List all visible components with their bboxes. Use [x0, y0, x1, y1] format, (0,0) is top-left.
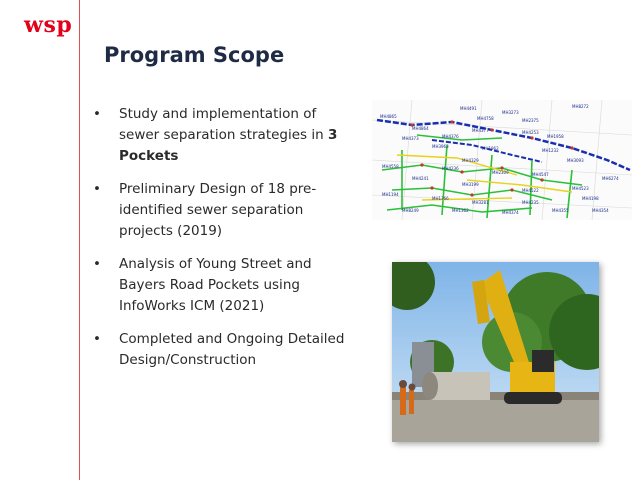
- bullet-list: [93, 104, 358, 383]
- map-label: MH3963: [432, 144, 449, 149]
- map-label: MH4864: [412, 126, 429, 131]
- map-label: MH4547: [532, 172, 549, 177]
- map-label: MH4758: [477, 116, 494, 121]
- map-label: MH4491: [460, 106, 477, 111]
- bullet-dot: •: [93, 331, 101, 347]
- map-label: MH3199: [462, 182, 479, 187]
- map-label: MH4329: [462, 158, 479, 163]
- map-label: MH4354: [592, 208, 609, 213]
- map-label: MH4236: [442, 166, 459, 171]
- map-label: MH8272: [572, 104, 589, 109]
- map-label: MH2309: [492, 170, 509, 175]
- map-label: MH4355: [552, 208, 569, 213]
- construction-photo: [392, 262, 599, 442]
- map-label: MH1362: [452, 208, 469, 213]
- map-label: MH4376: [442, 134, 459, 139]
- bullet-item: [93, 104, 358, 167]
- map-label: MH4253: [522, 130, 539, 135]
- map-label: MH6274: [602, 176, 619, 181]
- photo-graphic: [392, 262, 599, 442]
- bullet-dot: •: [93, 256, 101, 272]
- map-label: MH1962: [482, 146, 499, 151]
- map-label: MH8249: [402, 208, 419, 213]
- map-label: MH4373: [402, 136, 419, 141]
- map-label: MH4235: [522, 200, 539, 205]
- map-label: MH4377: [472, 128, 489, 133]
- map-label: MH4241: [412, 176, 429, 181]
- map-label: MH4523: [572, 186, 589, 191]
- bullet-item: [93, 329, 358, 371]
- bullet-text: Preliminary Design of 18 pre-identified sewer separation projects (2019): [119, 181, 317, 239]
- divider-line: [79, 0, 80, 480]
- map-label: MH1958: [547, 134, 564, 139]
- bullet-item: [93, 254, 358, 317]
- map-label: MH2375: [522, 118, 539, 123]
- map-label: MH3093: [567, 158, 584, 163]
- map-label: MH4198: [582, 196, 599, 201]
- bullet-text: Study and implementation of sewer separation strategies in: [119, 106, 328, 143]
- sewer-network-map: [372, 100, 632, 220]
- bullet-text: Completed and Ongoing Detailed Design/Construction: [119, 331, 345, 368]
- bullet-dot: •: [93, 181, 101, 197]
- page-title: Program Scope: [104, 43, 285, 67]
- bullet-dot: •: [93, 106, 101, 122]
- map-label: MH4558: [382, 164, 399, 169]
- wsp-logo: wsp: [24, 12, 73, 38]
- map-graphic: [372, 100, 632, 220]
- map-label: MH1366: [432, 196, 449, 201]
- map-label: MH4522: [522, 188, 539, 193]
- map-label: MH4374: [502, 210, 519, 215]
- map-label: MH4865: [380, 114, 397, 119]
- map-label: MH1232: [542, 148, 559, 153]
- map-label: MH3281: [472, 200, 489, 205]
- bullet-item: [93, 179, 358, 242]
- bullet-bold-text: 3 Pockets: [119, 127, 338, 164]
- map-label: MH3273: [502, 110, 519, 115]
- map-label: MH1194: [382, 192, 399, 197]
- bullet-text: Analysis of Young Street and Bayers Road Pockets using InfoWorks ICM (2021): [119, 256, 312, 314]
